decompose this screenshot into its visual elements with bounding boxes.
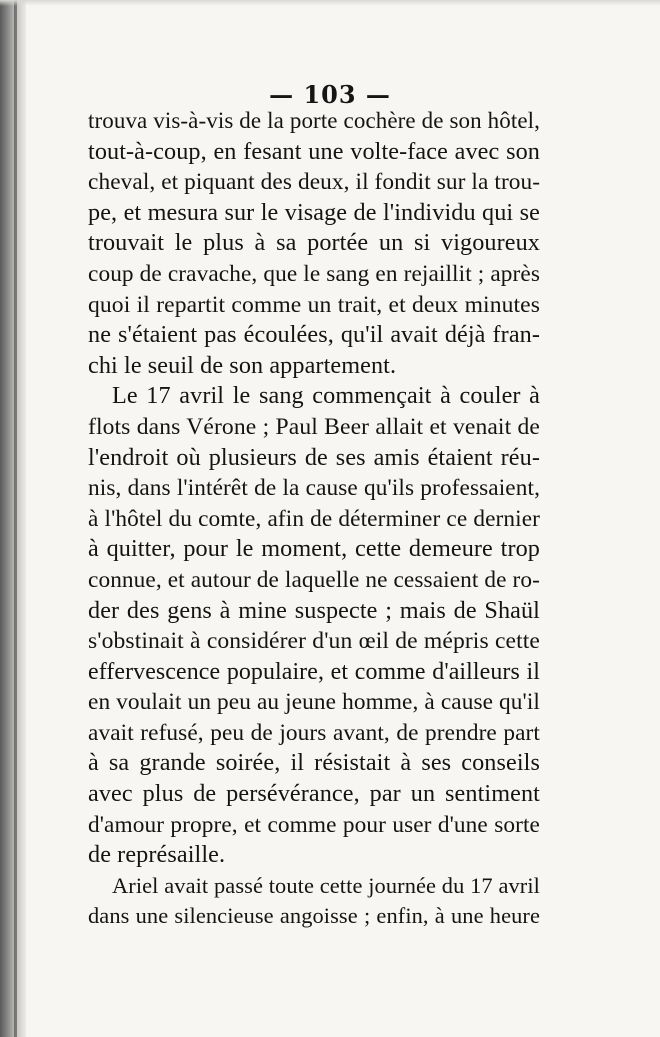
text-line: avait refusé, peu de jours avant, de prendre part [88, 719, 540, 746]
text-line: en voulait un peu au jeune homme, à cause qu'il [88, 689, 540, 716]
text-line: coup de cravache, que le sang en rejaillit ; après [88, 260, 540, 287]
text-line: tout-à-coup, en fesant une volte-face avec son [88, 137, 540, 165]
text-line: l'endroit où plusieurs de ses amis étaient réu- [88, 443, 540, 471]
book-spine-shadow [0, 0, 26, 1037]
page-top-edge [0, 0, 660, 6]
text-line: cheval, et piquant des deux, il fondit sur la trou- [88, 169, 541, 196]
text-line: à sa grande soirée, il résistait à ses conseils [88, 749, 540, 777]
text-line: avec plus de persévérance, par un sentiment [88, 780, 540, 808]
text-line: nis, dans l'intérêt de la cause qu'ils professaient, [88, 475, 540, 502]
text-line: quoi il repartit comme un trait, et deux minutes [88, 291, 540, 318]
text-line: connue, et autour de laquelle ne cessaient de ro- [88, 566, 540, 593]
text-line: pe, et mesura sur le visage de l'individu qui se [88, 198, 540, 226]
page-number: — 103 — [269, 80, 391, 109]
text-line: der des gens à mine suspecte ; mais de Shaül [88, 596, 540, 624]
text-line: Ariel avait passé toute cette journée du 17 avril [112, 872, 540, 898]
text-line: à quitter, pour le moment, cette demeure trop [88, 535, 540, 563]
text-line: s'obstinait à considérer d'un œil de mépris cette [88, 628, 540, 655]
text-line: d'amour propre, et comme pour user d'une sorte [88, 811, 540, 838]
text-line: effervescence populaire, et comme d'ailleurs il [88, 658, 540, 685]
text-line: dans une silencieuse angoisse ; enfin, à une heure [88, 903, 540, 929]
text-line: de représaille. [88, 841, 226, 869]
text-line: trouvait le plus à sa portée un si vigoureux [88, 229, 540, 257]
text-line: trouva vis-à-vis de la porte cochère de son hôtel, [88, 108, 540, 133]
text-line: chi le seuil de son appartement. [88, 351, 397, 379]
text-line: flots dans Vérone ; Paul Beer allait et venait de [88, 413, 540, 440]
text-line: Le 17 avril le sang commençait à couler à [112, 382, 540, 410]
binding-line [14, 0, 17, 1037]
text-line: ne s'étaient pas écoulées, qu'il avait déjà fran- [88, 321, 540, 349]
body-text [88, 106, 540, 932]
text-line: à l'hôtel du comte, afin de déterminer ce dernier [88, 505, 540, 532]
